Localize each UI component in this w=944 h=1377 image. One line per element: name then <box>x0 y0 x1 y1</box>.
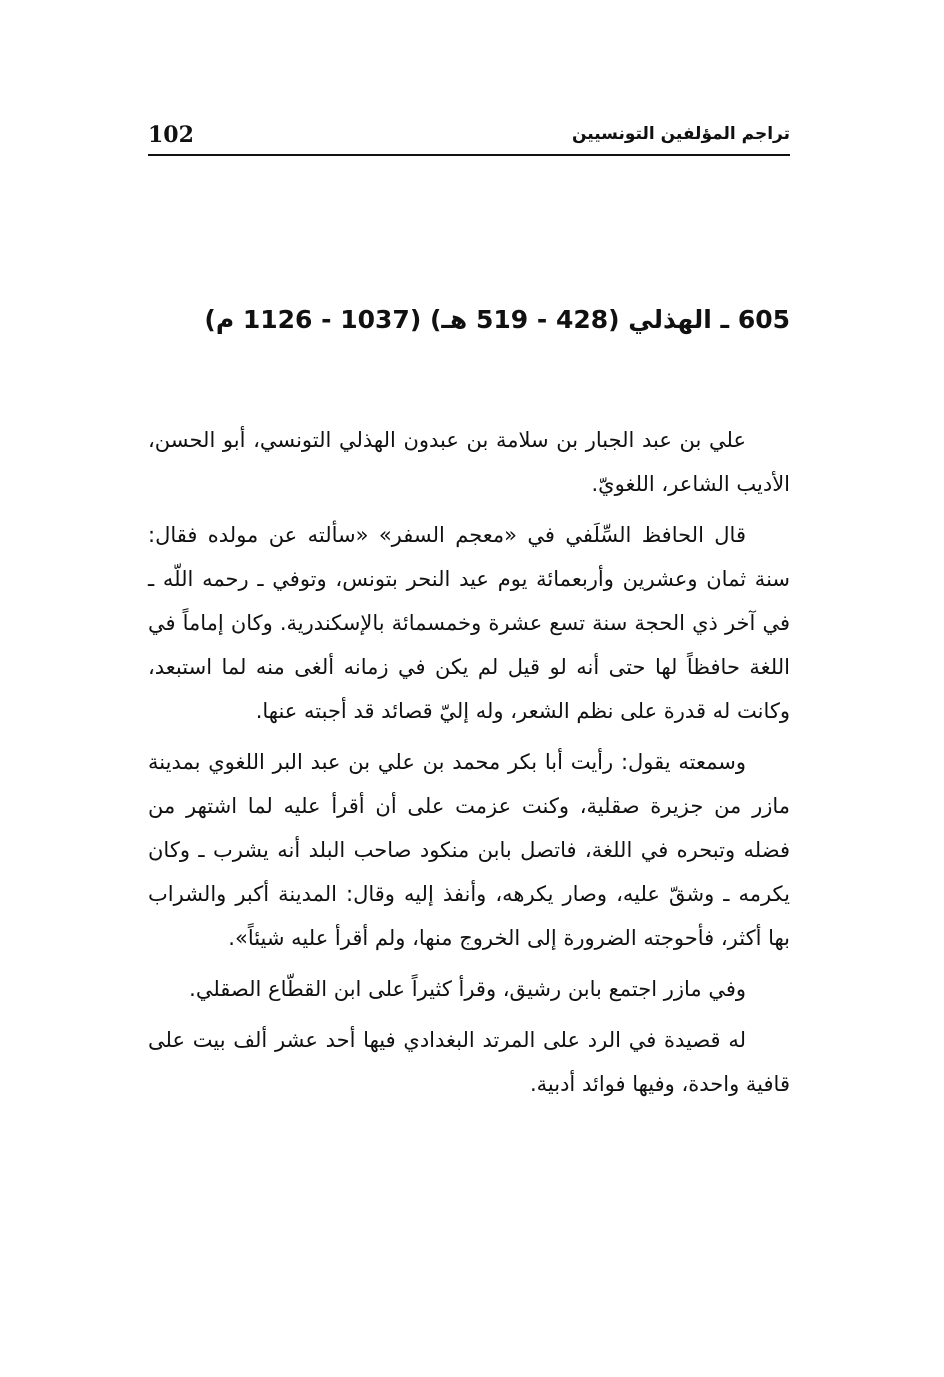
paragraph-silafi-quote: قال الحافظ السِّلَفي في «معجم السفر» «سألته عن مولده فقال: سنة ثمان وعشرين وأربعمائة يوم عيد النحر بتونس، وتوفي ـ رحمه اللّه ـ في آخر ذي الحجة سنة تسع عشرة وخمسمائة بالإسكندرية. وكان إماماً في اللغة حافظاً لها حتى أنه لو قيل لم يكن في زمانه ألغى منه لما استبعد، وكانت له قدرة على نظم الشعر، وله إليّ قصائد قد أجبته عنها. <box>148 523 790 723</box>
book-title: تراجم المؤلفين التونسيين <box>572 124 790 144</box>
biography-text <box>148 418 790 1113</box>
paragraph-works: له قصيدة في الرد على المرتد البغدادي فيها أحد عشر ألف بيت على قافية واحدة، وفيها فوائد أدبية. <box>148 1028 790 1096</box>
paragraph-abu-bakr-story: وسمعته يقول: رأيت أبا بكر محمد بن علي بن عبد البر اللغوي بمدينة مازر من جزيرة صقلية، وكنت عزمت على أن أقرأ عليه لما اشتهر من فضله وتبحره في اللغة، فاتصل بابن منكود صاحب البلد أنه يشرب ـ وكان يكرمه ـ وشقّ عليه، وصار يكرهه، وأنفذ إليه وقال: المدينة أكبر والشراب بها أكثر، فأحوجته الضرورة إلى الخروج منها، ولم أقرأ عليه شيئاً». <box>148 750 790 950</box>
page-number: 102 <box>148 122 194 148</box>
paragraph-mazar: وفي مازر اجتمع بابن رشيق، وقرأ كثيراً على ابن القطّاع الصقلي. <box>189 977 746 1001</box>
entry-heading: 605 ـ الهذلي (428 - 519 هـ) (1037 - 1126 م) <box>204 305 790 334</box>
paragraph-identity: علي بن عبد الجبار بن سلامة بن عبدون الهذلي التونسي، أبو الحسن، الأديب الشاعر، اللغويّ. <box>148 428 790 496</box>
running-header <box>148 118 790 156</box>
